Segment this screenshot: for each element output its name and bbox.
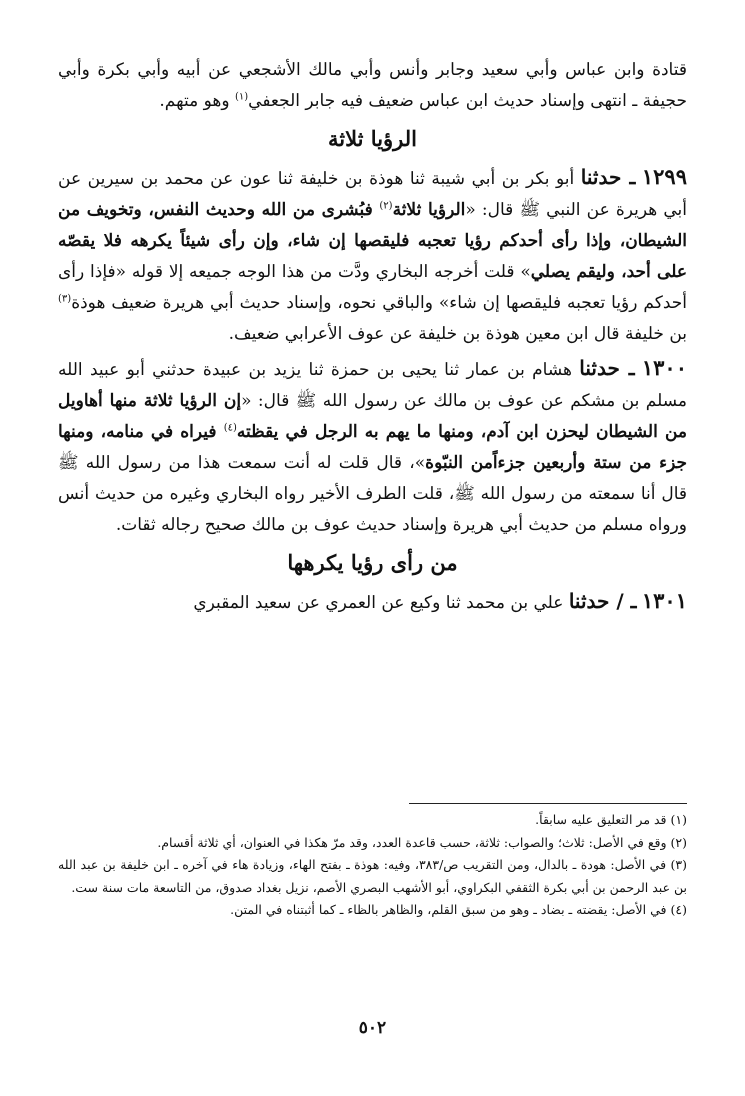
isnad-text: علي بن محمد ثنا وكيع عن العمري عن سعيد المقبري	[193, 593, 569, 613]
isnad-text: أبو بكر بن أبي شيبة ثنا هوذة بن خليفة ثنا عون عن محمد بن سيرين عن أبي هريرة عن النبي ﷺ قال: «	[58, 169, 687, 220]
footnote-2: (٢) وقع في الأصل: ثلاث؛ والصواب: ثلاثة، حسب قاعدة العدد، وقد مرّ هكذا في العنوان، أي ثلاثة أقسام.	[157, 834, 687, 850]
intro-text: قتادة وابن عباس وأبي سعيد وجابر وأنس وأبي مالك الأشجعي عن أبيه وأبي بكرة وأبي حجيفة ـ انتهى وإسناد حديث ابن عباس ضعيف فيه جابر الجعفي	[58, 60, 687, 111]
intro-tail: وهو متهم.	[159, 91, 235, 111]
commentary-text: قلت أخرجه البخاري ودَّت من هذا الوجه جميعه إلا قوله «فإذا رأى أحدكم رؤيا تعجبه فليقصها إن شاء» والباقي نحوه، وإسناد حديث أبي هريرة ضعيف هوذة	[58, 262, 687, 313]
hadith-number: ١٣٠٠	[641, 355, 687, 380]
commentary-text-cont: بن خليفة قال ابن معين هوذة بن خليفة عن عوف الأعرابي ضعيف.	[228, 324, 687, 344]
footnote-1: (١) قد مر التعليق عليه سابقاً.	[535, 812, 687, 827]
hadith-label: ـ حدثنا	[580, 165, 636, 189]
section-heading-dreams-three: الرؤيا ثلاثة	[328, 126, 417, 151]
matn-text-cont: فبُشرى من الله وحديث النفس، وتخويف من الشيطان، وإذا رأى أحدكم رؤيا تعجبه فليقصها إن شاء، وإن رأى شيئاً يكرهه فلا يقصّه على أحد، وليقم يصلي	[58, 200, 687, 282]
commentary-text: قال قلت له أنت سمعت هذا من رسول الله ﷺ قال أنا سمعته من رسول الله ﷺ، قلت الطرف الأخير رواه البخاري وغيره من حديث أنس ورواه مسلم من حديث أبي هريرة وإسناد حديث عوف بن مالك صحيح رجاله ثقات.	[58, 453, 687, 535]
hadith-number: ١٢٩٩	[641, 164, 687, 189]
footnote-4: (٤) في الأصل: يقضته ـ بضاد ـ وهو من سبق القلم، والظاهر بالظاء ـ كما أثبتناه في المتن.	[230, 902, 687, 917]
intro-paragraph	[58, 55, 687, 117]
isnad-text: هشام بن عمار ثنا يحيى بن حمزة ثنا يزيد بن عبيدة حدثني أبو عبيد الله مسلم بن مشكم عن عوف بن مالك عن رسول الله ﷺ قال: «	[58, 360, 687, 411]
page-number: ٥٠٢	[358, 1018, 387, 1038]
footnote-ref-1: (١)	[234, 91, 249, 103]
hadith-number: ١٣٠١	[641, 588, 687, 613]
matn-text: إن الرؤيا ثلاثة منها أهاويل من الشيطان ليحزن ابن آدم، ومنها ما يهم به الرجل في يقظته	[58, 391, 687, 442]
footnote-ref-4: (٤)	[223, 422, 237, 434]
footnote-divider	[409, 803, 687, 804]
hadith-label: ـ / حدثنا	[568, 589, 637, 613]
section-heading-disliked-dream: من رأى رؤيا يكرهها	[287, 550, 458, 575]
matn-close: »	[514, 262, 531, 282]
hadith-1301	[58, 585, 687, 619]
hadith-1300	[58, 352, 687, 541]
footnote-ref-2: (٢)	[379, 200, 393, 212]
footnote-ref-3: (٣)	[58, 293, 72, 305]
hadith-label: ـ حدثنا	[579, 356, 635, 380]
matn-text-cont: فيراه في منامه، ومنها جزء من ستة وأربعين جزءاًمن النبّوة	[58, 422, 687, 473]
main-text	[58, 55, 687, 619]
footnote-3: (٣) في الأصل: هودة ـ بالدال، ومن التقريب ص/٣٨٣، وفيه: هوذة ـ بفتح الهاء، وزيادة هاء في آخره ـ ابن خليفة بن عبد الله بن عبد الرحمن بن أبي بكرة الثقفي البكراوي، أبو الأشهب البصري الأصم، نزيل بغداد صدوق، من التاسعة مات سنة ست.	[58, 857, 687, 895]
footnotes	[58, 809, 687, 922]
matn-close: »،	[402, 453, 426, 473]
matn-text: الرؤيا ثلاثة	[392, 200, 466, 220]
hadith-1299	[58, 161, 687, 350]
